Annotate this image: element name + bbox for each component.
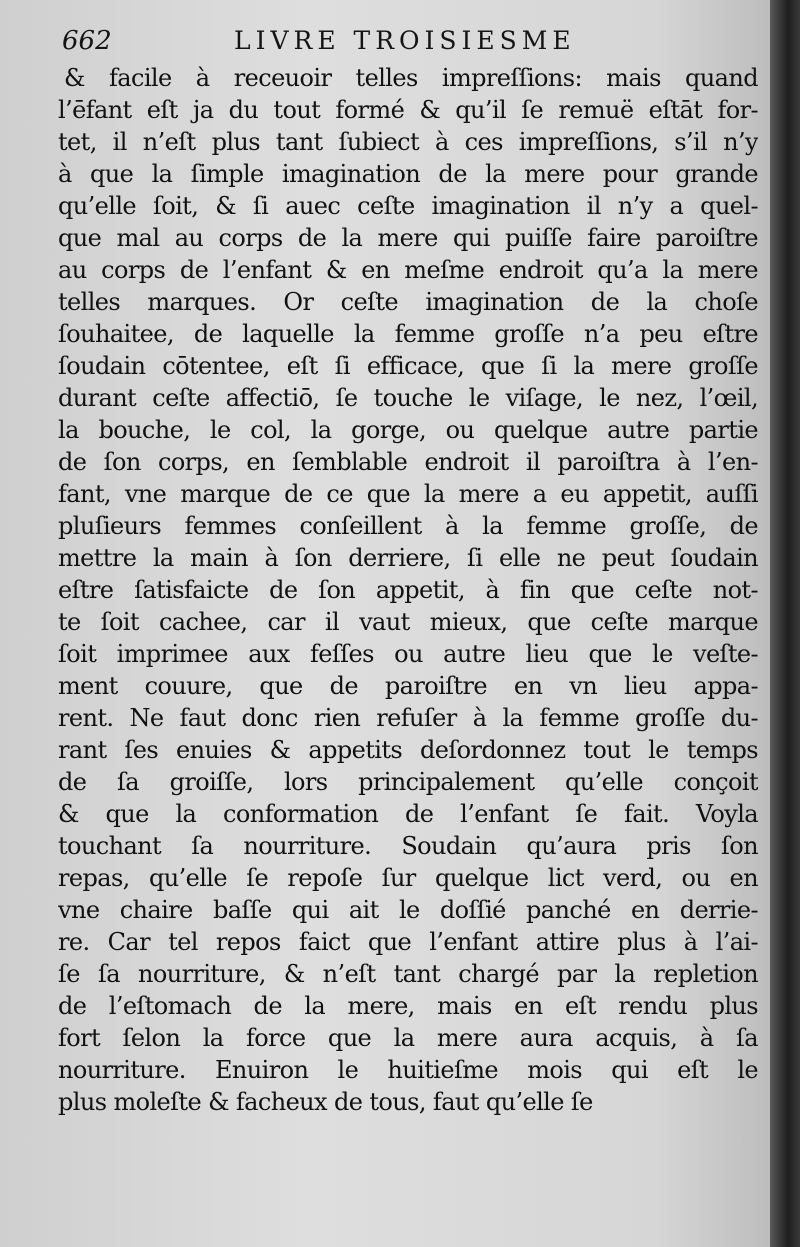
page-number: 662 [62,26,112,56]
text-line: repas, qu’elle ſe repoſe ſur quelque lict verd, ou en [58,864,758,892]
text-line: de l’eſtomach de la mere, mais en eſt rendu plus [58,992,758,1020]
text-line: ment couure, que de paroiſtre en vn lieu appa- [58,672,758,700]
text-line: tet, il n’eſt plus tant ſubiect à ces impreſſions, s’il n’y [58,128,758,156]
text-line: la bouche, le col, la gorge, ou quelque autre partie [58,416,758,444]
text-line: & que la conformation de l’enfant ſe fait. Voyla [58,800,758,828]
text-line: mettre la main à ſon derriere, ſi elle ne peut ſoudain [58,544,758,572]
text-line: ſoudain cōtentee, eſt ſi efficace, que ſi la mere groſſe [58,352,758,380]
text-line: ſe ſa nourriture, & n’eſt tant chargé par la repletion [58,960,758,988]
text-line: eſtre ſatisfaicte de ſon appetit, à fin que ceſte not- [58,576,758,604]
body-text [58,62,758,1118]
text-line: ſoit imprimee aux feſſes ou autre lieu que le veſte- [58,640,758,668]
text-line: vne chaire baſſe qui ait le doſſié panché en derrie- [58,896,758,924]
text-line: au corps de l’enfant & en meſme endroit qu’a la mere [58,256,758,284]
text-line: qu’elle ſoit, & ſi auec ceſte imagination il n’y a quel- [58,192,758,220]
text-line: que mal au corps de la mere qui puiſſe faire paroiſtre [58,224,758,252]
text-line: ſouhaitee, de laquelle la femme groſſe n’a peu eſtre [58,320,758,348]
text-line: fant, vne marque de ce que la mere a eu appetit, auſſi [58,480,758,508]
text-line: à que la ſimple imagination de la mere pour grande [58,160,758,188]
text-line: telles marques. Or ceſte imagination de la choſe [58,288,758,316]
text-line: touchant ſa nourriture. Soudain qu’aura pris ſon [58,832,758,860]
text-line: rant ſes enuies & appetits deſordonnez tout le temps [58,736,758,764]
book-gutter-shadow [770,0,800,1247]
text-line: plus moleſte & facheux de tous, faut qu’elle ſe [58,1088,593,1116]
text-line: de ſa groiſſe, lors principalement qu’elle conçoit [58,768,758,796]
text-line: rent. Ne faut donc rien refuſer à la femme groſſe du- [58,704,758,732]
text-line: re. Car tel repos faict que l’enfant attire plus à l’ai- [58,928,758,956]
text-line: durant ceſte affectiō, ſe touche le viſage, le nez, l’œil, [58,384,758,412]
text-line: l’ēfant eſt ja du tout formé & qu’il ſe remuë eſtāt for- [58,96,758,124]
text-line: fort ſelon la force que la mere aura acquis, à ſa [58,1024,758,1052]
text-line: nourriture. Enuiron le huitieſme mois qui eſt le [58,1056,758,1084]
text-line: de ſon corps, en ſemblable endroit il paroiſtra à l’en- [58,448,758,476]
text-line: te ſoit cachee, car il vaut mieux, que ceſte marque [58,608,758,636]
text-line: pluſieurs femmes conſeillent à la femme groſſe, de [58,512,758,540]
text-line: & facile à receuoir telles impreſſions: mais quand [64,64,758,92]
running-title: LIVRE TROISIESME [234,26,576,55]
running-head [62,22,752,62]
